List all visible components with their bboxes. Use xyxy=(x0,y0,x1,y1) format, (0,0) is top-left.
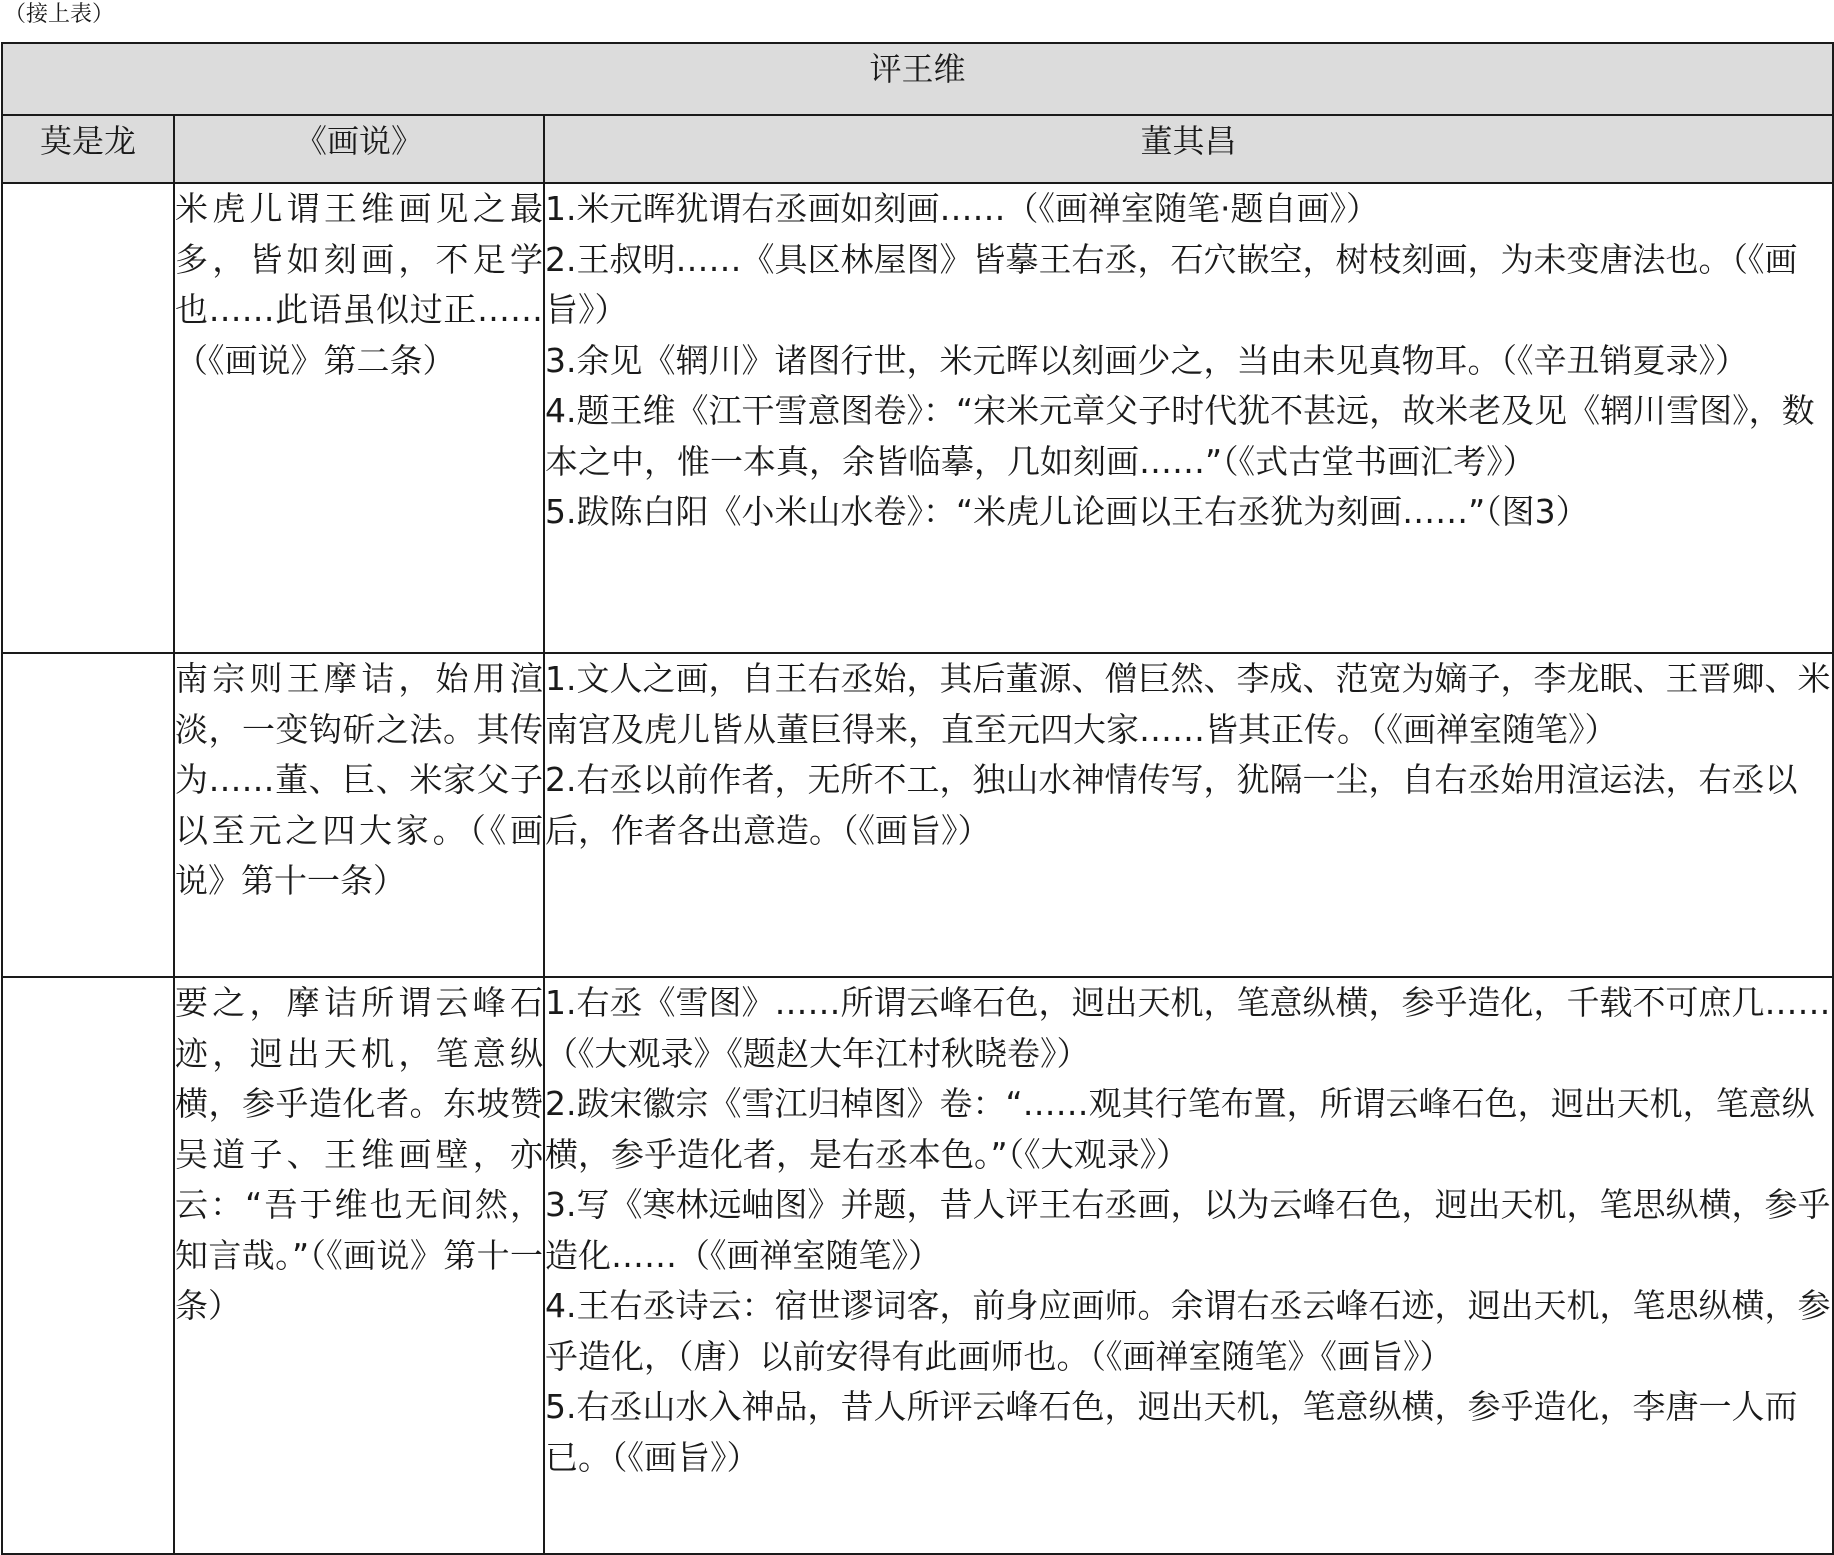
mo-shilong-cell xyxy=(2,183,174,653)
header-mo-shilong: 莫是龙 xyxy=(2,115,174,183)
huashuo-cell: 南宗则王摩诘，始用渲淡，一变钩斫之法。其传为……董、巨、米家父子以至元之四大家。（《画说》第十一条） xyxy=(174,653,544,977)
dong-entry: 4.题王维《江干雪意图卷》：“宋米元章父子时代犹不甚远，故米老及见《辋川雪图》，数本之中，惟一本真，余皆临摹，几如刻画……”（《式古堂书画汇考》） xyxy=(545,391,1815,481)
header-dong-qichang: 董其昌 xyxy=(544,115,1833,183)
table-row xyxy=(2,183,1833,653)
dong-qichang-cell xyxy=(544,977,1833,1554)
dong-entry: 2.王叔明……《具区林屋图》皆摹王右丞，石穴嵌空，树枝刻画，为未变唐法也。（《画旨》） xyxy=(545,239,1798,329)
table-header-row xyxy=(2,115,1833,183)
dong-qichang-cell xyxy=(544,653,1833,977)
table-row xyxy=(2,977,1833,1554)
dong-entry: 2.右丞以前作者，无所不工，独山水神情传写，犹隔一尘，自右丞始用渲运法，右丞以后，作者各出意造。（《画旨》） xyxy=(545,760,1798,850)
huashuo-cell: 米虎儿谓王维画见之最多，皆如刻画，不足学也……此语虽似过正……（《画说》第二条） xyxy=(174,183,544,653)
huashuo-cell: 要之，摩诘所谓云峰石迹，迥出天机，笔意纵横，参乎造化者。东坡赞吴道子、王维画壁，亦云：“吾于维也无间然，知言哉。”（《画说》第十一条） xyxy=(174,977,544,1554)
mo-shilong-cell xyxy=(2,977,174,1554)
dong-entry: 3.余见《辋川》诸图行世，米元晖以刻画少之，当由未见真物耳。（《辛丑销夏录》） xyxy=(545,340,1748,380)
table-title-row xyxy=(2,43,1833,115)
header-huashuo: 《画说》 xyxy=(174,115,544,183)
dong-entry: 5.跋陈白阳《小米山水卷》：“米虎儿论画以王右丞犹为刻画……”（图3） xyxy=(545,492,1589,531)
dong-entry: 1.文人之画，自王右丞始，其后董源、僧巨然、李成、范宽为嫡子，李龙眠、王晋卿、米南宫及虎儿皆从董巨得来，直至元四大家……皆其正传。（《画禅室随笔》） xyxy=(545,659,1831,749)
dong-entry: 1.米元晖犹谓右丞画如刻画……（《画禅室随笔·题自画》） xyxy=(545,189,1379,228)
dong-qichang-cell xyxy=(544,183,1833,653)
dong-entry: 4.王右丞诗云：宿世谬词客，前身应画师。余谓右丞云峰石迹，迥出天机，笔思纵横，参乎造化，（唐）以前安得有此画师也。（《画禅室随笔》《画旨》） xyxy=(545,1286,1831,1376)
dong-entry: 5.右丞山水入神品，昔人所评云峰石色，迥出天机，笔意纵横，参乎造化，李唐一人而已。（《画旨》） xyxy=(545,1387,1798,1477)
comparison-table xyxy=(1,42,1834,1555)
table-title: 评王维 xyxy=(2,43,1833,115)
dong-entry: 2.跋宋徽宗《雪江归棹图》卷：“……观其行笔布置，所谓云峰石色，迥出天机，笔意纵横，参乎造化者，是右丞本色。”（《大观录》） xyxy=(545,1084,1815,1174)
continued-label: （接上表） xyxy=(4,2,115,27)
mo-shilong-cell xyxy=(2,653,174,977)
dong-entry: 3.写《寒林远岫图》并题，昔人评王右丞画，以为云峰石色，迥出天机，笔思纵横，参乎造化……（《画禅室随笔》） xyxy=(545,1185,1831,1275)
dong-entry: 1.右丞《雪图》……所谓云峰石色，迥出天机，笔意纵横，参乎造化，千载不可庶几……（《大观录》《题赵大年江村秋晓卷》） xyxy=(545,983,1831,1073)
table-row xyxy=(2,653,1833,977)
